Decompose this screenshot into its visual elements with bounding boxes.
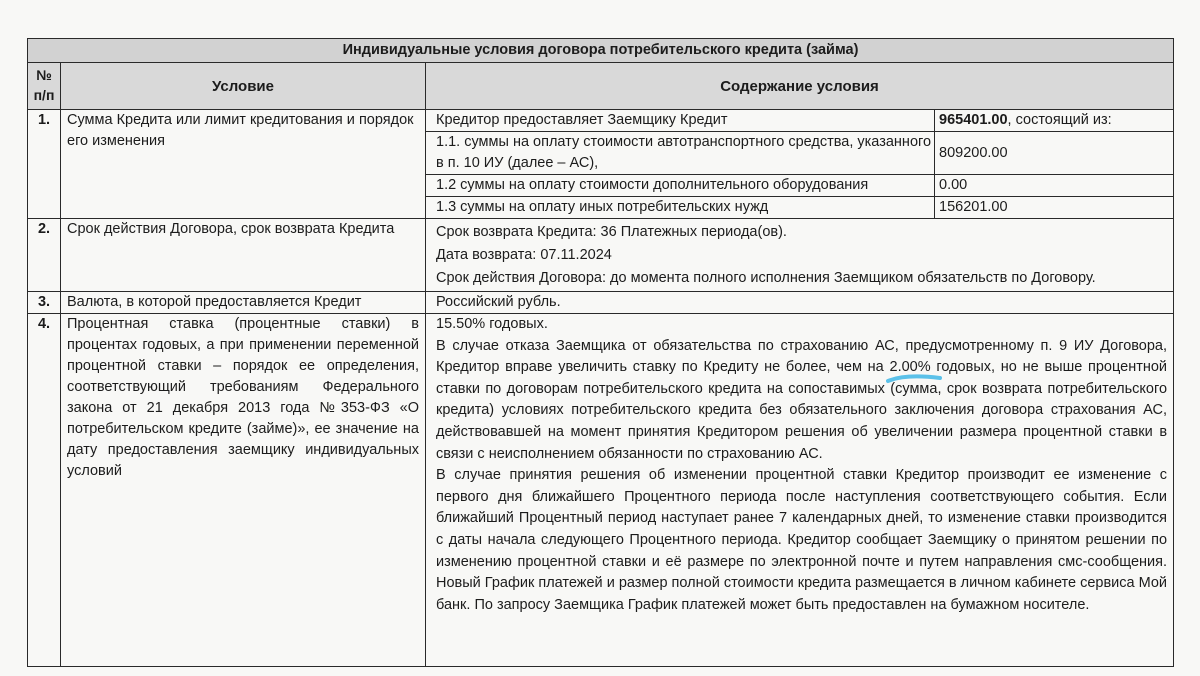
header-condition: Условие: [61, 63, 426, 110]
row-condition: Валюта, в которой предоставляется Кредит: [61, 292, 426, 314]
rate-change-paragraph: В случае принятия решения об изменении процентной ставки Кредитор производит ее изменение с первого дня ближайшего Процентного периода после наступления соответствующего события. Если ближайший Процентный период наступает ранее 7 календарных дней, то изменение ставки производится с даты начала следующего Процентного периода. Кредитор сообщает Заемщику о принятом решении по изменению процентной ставки и её размере по электронной почте и путем направления смс-сообщения. Новый График платежей и размер полной стоимости кредита размещается в личном кабинете сервиса Мой банк. По запросу Заемщика График платежей может быть предоставлен на бумажном носителе.: [436, 467, 1168, 613]
subitem-value: 156201.00: [935, 197, 1174, 219]
table-row: [28, 110, 1174, 132]
row-content: Российский рубль.: [426, 292, 1174, 314]
table-row: [28, 292, 1174, 314]
subitem-text: 1.2 суммы на оплату стоимости дополнительного оборудования: [426, 175, 935, 197]
credit-amount-value: 965401.00: [939, 112, 1008, 128]
loan-conditions-table: [27, 38, 1174, 667]
row-condition: Процентная ставка (процентные ставки) в процентах годовых, а при применении переменной процентной ставки – порядок ее определения, соответствующий требованиям Федерального закона от 21 декабря 2013 года №353-ФЗ «О потребительском кредите (займе)», ее значение на дату предоставления заемщику индивидуальных условий: [61, 314, 426, 667]
subitem-value: 809200.00: [935, 132, 1174, 175]
highlighted-rate-text: 2.00%: [889, 359, 931, 376]
row-condition: Срок действия Договора, срок возврата Кредита: [61, 219, 426, 292]
credit-amount-cell: [935, 110, 1174, 132]
table-row: [28, 219, 1174, 292]
subitem-text: 1.3 суммы на оплату иных потребительских нужд: [426, 197, 935, 219]
header-content: Содержание условия: [426, 63, 1174, 110]
table-title-row: [28, 39, 1174, 63]
table-title: Индивидуальные условия договора потребительского кредита (займа): [28, 39, 1174, 63]
contract-term: Срок действия Договора: до момента полного исполнения Заемщиком обязательств по Договору.: [436, 270, 1096, 286]
row-number: 1.: [28, 110, 61, 219]
table-row: [28, 314, 1174, 667]
interest-rate: 15.50% годовых.: [436, 316, 548, 332]
credit-amount-label: Кредитор предоставляет Заемщику Кредит: [426, 110, 935, 132]
highlighted-rate: [890, 357, 931, 379]
credit-amount-suffix: , состоящий из:: [1007, 112, 1112, 128]
row-content: [426, 219, 1174, 292]
subitem-value: 0.00: [935, 175, 1174, 197]
repayment-term: Срок возврата Кредита: 36 Платежных периода(ов).: [436, 224, 787, 240]
row-number: 3.: [28, 292, 61, 314]
paragraph-text: В случае отказа Заемщика от обязательства по страхованию АС, предусмотренному п. 9 ИУ Договора, Кредитор вправе увеличить ставку по Кредиту не более, чем на: [436, 337, 1168, 376]
row-condition: Сумма Кредита или лимит кредитования и порядок его изменения: [61, 110, 426, 219]
row-number: 4.: [28, 314, 61, 667]
insurance-refusal-paragraph: [436, 336, 1167, 466]
row-number: 2.: [28, 219, 61, 292]
paragraph-text: годовых, но не выше процентной ставки по договорам потребительского кредита на сопоставимых (сумма, срок возврата потребительского кредита) условиях потребительского кредита без обязательного заключения договора страхования АС, действовавшей на момент принятия Кредитором решения об увеличении размера процентной ставки в связи с неисполнением обязанности по страхованию АС.: [436, 359, 1168, 462]
header-number: № п/п: [28, 63, 61, 110]
row-content: [426, 314, 1174, 667]
repayment-date: Дата возврата: 07.11.2024: [436, 247, 612, 263]
table-header-row: [28, 63, 1174, 110]
subitem-text: 1.1. суммы на оплату стоимости автотранспортного средства, указанного в п. 10 ИУ (далее – АС),: [426, 132, 935, 175]
